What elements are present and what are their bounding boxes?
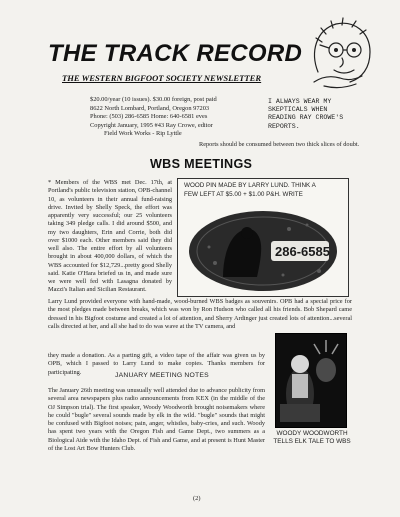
wood-pin-ad (177, 178, 349, 297)
mailing-address: 8622 North Lombard, Portland, Oregon 97203 (90, 104, 210, 112)
photo-caption-title: TELLS ELK TALE TO WBS (273, 438, 351, 446)
badges-paragraph: Larry Lund provided everyone with hand-made, wood-burned WBS badges as souvenirs. OPB had a special price for the most pledges made between breaks, which was won by Ron Hudson who called all his friends. Bob Shepard came dressed in his Bigfoot costume and created a lot of attention, and Sherry Ardinger just created lots of attention...several calls directed at her, and all she had to do was wave at the TV camera, and (48, 298, 352, 330)
cartoon-caption: I ALWAYS WEAR MY SKEPTICALS WHEN READING RAY CROWE'S REPORTS. (268, 98, 344, 130)
wood-pin-phone: 286-6585 (275, 244, 330, 259)
newsletter-title: THE TRACK RECORD (48, 40, 303, 67)
page-number: (2) (193, 495, 201, 502)
photo-caption (262, 430, 362, 447)
minutes-paragraph: The January 26th meeting was unusually well attended due to advance publicity from several area newspapers plus radio announcements from KEX (in the middle of the OJ Simpson trial). The first speaker, Woody Woodworth brought noisemakers where he could "bugle" several sounds made by elk in the wild. "bugle" sounds that might be confused with Bigfoot noises; pain, anger, whistles, baby-cries, and such. Woody has spent two years with the Oregon Fish and Game Dept., two summers as a Biological Aide with the Idaho Dept. of Fish and Game, and at present is Hunt Master of the Lost Art Bow Hunters Club. (48, 387, 265, 452)
subscription-info (90, 96, 280, 139)
bigfoot-wood-pin-icon (179, 207, 347, 295)
meeting-report-column: * Members of the WBS met Dec. 17th, at Portland's public television station, OPB-channel 10, as volunteers in their annual fund-raising drive. Invited by Shelly Speck, the effort was apparently very successful; our 25 volunteers taking 349 pledge calls. I did around $500, and my two daughters, Erin and Corrie, both did over $1000 each. Other members said they did well also. The entire effort by all volunteers brought in about 400,000 dollars, of which the WBS accounted for $12,729...pretty good Shelly said. Katie O'Hara briefed us in, and made sure we were well fed with Lasagna donated by Mazzi's Italian and Sicilian Restaurant. (48, 179, 172, 294)
copyright-line: Copyright January, 1995 #43 Ray Crowe, editor (90, 121, 213, 129)
bigfoot-cartoon-icon (300, 12, 380, 92)
subscription-price: $20.00/year (10 issues). $30.00 foreign, post paid (90, 96, 217, 103)
reports-note: Reports should be consumed between two thick slices of doubt. (199, 141, 360, 148)
newsletter-subtitle: THE WESTERN BIGFOOT SOCIETY NEWSLETTER (62, 73, 262, 83)
field-work-credit: Field Work Works - Rip Lyttle (104, 130, 182, 138)
minutes-heading: JANUARY MEETING NOTES (115, 372, 209, 379)
woodworth-photo-icon (275, 333, 347, 428)
photo-caption-name: WOODY WOODWORTH (276, 430, 348, 437)
section-title: WBS MEETINGS (150, 157, 253, 171)
phone-numbers: Phone: (503) 286-6585 Home: 640-6581 eves (90, 113, 208, 121)
donation-paragraph: they made a donation. As a parting gift, a video tape of the affair was given us by OPB, which I passed to Larry Lund to make copies. Thanks members for participating. (48, 352, 265, 376)
wood-pin-ad-text: WOOD PIN MADE BY LARRY LUND. THINK A FEW LEFT AT $5.00 + $1.00 P&H. WRITE (184, 182, 316, 198)
